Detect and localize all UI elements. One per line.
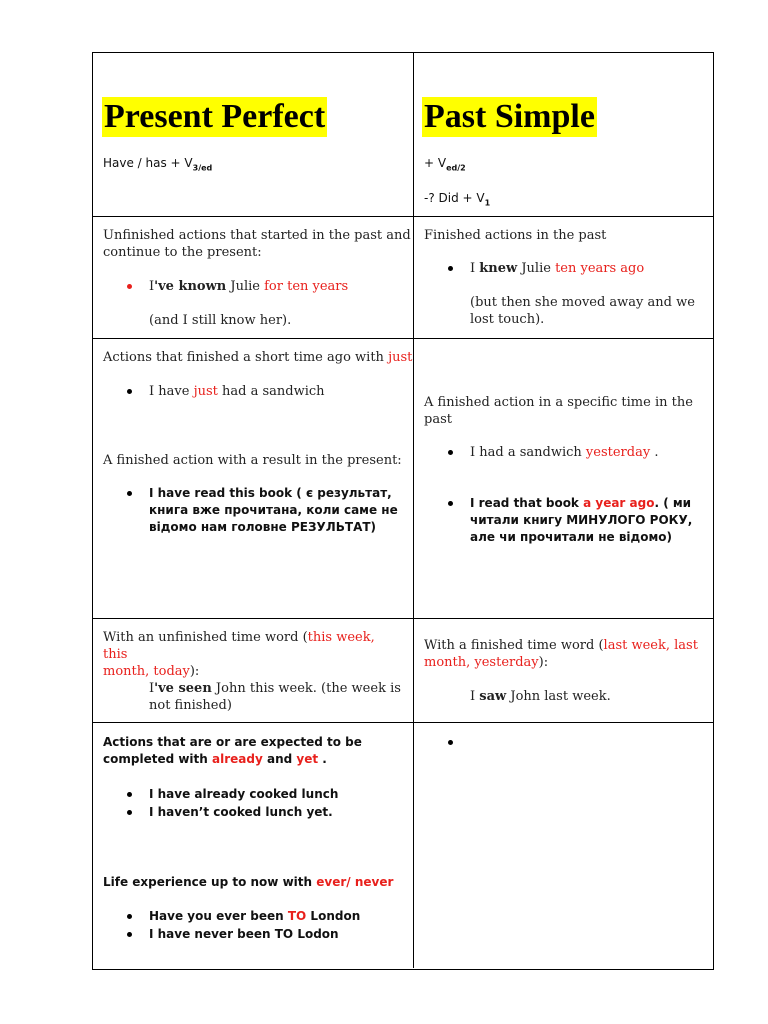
row1-right-note — [470, 294, 695, 328]
text-line: lost touch). — [470, 312, 545, 327]
text-span: I — [149, 681, 155, 696]
text-span: With a finished time word ( — [424, 638, 604, 653]
row3-left-example — [149, 680, 401, 714]
text-span: Actions that finished a short time ago with — [103, 350, 389, 365]
text-span: I have — [149, 384, 194, 399]
bullet-icon — [127, 810, 132, 815]
verb-highlight: saw — [479, 689, 507, 704]
text-span: ): — [189, 664, 200, 679]
keyword: already — [212, 752, 263, 766]
formula-text: -? Did + V — [424, 191, 485, 205]
formula-text: + V — [424, 156, 447, 170]
past-simple-formula-positive — [424, 155, 466, 176]
row1-right-example — [470, 260, 644, 277]
text-span: I — [470, 261, 480, 276]
row4-left-example-1: I have already cooked lunch — [149, 787, 339, 801]
text-line: але чи прочитали не відомо) — [470, 530, 673, 544]
text-span: . — [318, 752, 327, 766]
keyword: yet — [296, 752, 319, 766]
time-expression: for ten years — [264, 279, 349, 294]
verb-highlight: 've seen — [154, 681, 212, 696]
time-expression: ten years ago — [555, 261, 645, 276]
row4-left-cell — [93, 723, 414, 968]
keyword: just — [193, 384, 218, 399]
row3-right-intro — [424, 637, 704, 671]
time-expression: a year ago — [583, 496, 655, 510]
text-span: I — [470, 689, 480, 704]
unfinished-vs-finished-row — [93, 217, 713, 339]
bullet-icon — [127, 914, 132, 919]
row2-left-intro-2: A finished action with a result in the present: — [103, 453, 402, 468]
row1-right-cell — [414, 217, 713, 338]
bullet-icon — [448, 450, 453, 455]
text-span: Life experience up to now with — [103, 875, 317, 889]
text-span: Julie — [226, 279, 265, 294]
row1-left-intro — [103, 227, 411, 261]
row2-left-cell — [93, 339, 414, 618]
row3-left-cell — [93, 619, 414, 722]
time-expression: month, yesterday — [424, 655, 539, 670]
past-simple-formula-question — [424, 190, 490, 211]
formula-text: Have / has + V — [103, 156, 193, 170]
text-line: книга вже прочитана, коли саме не — [149, 503, 398, 517]
verb-highlight: knew — [479, 261, 518, 276]
text-line: (but then she moved away and we — [470, 295, 695, 310]
formula-subscript: 3/ed — [192, 163, 213, 173]
bullet-icon — [127, 792, 132, 797]
row4-left-example-4: I have never been TO Lodon — [149, 927, 339, 941]
bullet-icon — [127, 491, 132, 496]
bullet-icon — [127, 932, 132, 937]
header-row — [93, 53, 713, 217]
text-span: Julie — [517, 261, 556, 276]
grammar-table — [92, 52, 714, 970]
row2-left-example-2 — [149, 485, 398, 536]
bullet-icon — [448, 501, 453, 506]
text-span: I had a sandwich — [470, 445, 586, 460]
row1-left-example — [149, 278, 348, 295]
text-line: читали книгу МИНУЛОГО РОКУ, — [470, 513, 693, 527]
row1-right-intro: Finished actions in the past — [424, 228, 607, 243]
text-span: London — [306, 909, 361, 923]
text-span: Have you ever been — [149, 909, 288, 923]
text-span: John this week. (the week is — [211, 681, 401, 696]
row1-left-note: (and I still know her). — [149, 313, 292, 328]
present-perfect-title: Present Perfect — [104, 98, 326, 135]
row3-left-intro — [103, 629, 403, 680]
bullet-icon — [127, 389, 132, 394]
text-line — [149, 680, 401, 697]
text-span: ): — [538, 655, 549, 670]
past-simple-title: Past Simple — [424, 98, 595, 135]
text-span: . ( ми — [654, 496, 692, 510]
time-expression: last week, last — [603, 638, 698, 653]
row1-left-cell — [93, 217, 414, 338]
row2-left-example-1 — [149, 383, 325, 400]
keyword: TO — [287, 909, 307, 923]
text-line: not finished) — [149, 698, 232, 713]
present-perfect-formula — [103, 155, 212, 176]
formula-subscript: ed/2 — [446, 163, 466, 173]
row2-right-cell — [414, 339, 713, 618]
text-line — [103, 751, 362, 768]
keyword: just — [388, 350, 413, 365]
verb-highlight: 've known — [154, 279, 227, 294]
keyword: ever/ never — [316, 875, 394, 889]
time-word-row — [93, 619, 713, 723]
text-span: and — [262, 752, 297, 766]
text-line: відомо нам головне РЕЗУЛЬТАТ) — [149, 520, 377, 534]
row2-right-example-2 — [470, 495, 692, 546]
text-line: Actions that are or are expected to be — [103, 735, 362, 749]
row4-left-intro-2 — [103, 874, 393, 891]
row2-left-intro — [103, 349, 412, 366]
present-perfect-header-cell — [93, 53, 414, 216]
text-line: past — [424, 412, 452, 427]
text-span: I — [149, 279, 155, 294]
row3-right-example — [470, 688, 611, 705]
past-simple-header-cell — [414, 53, 713, 216]
row3-right-cell — [414, 619, 713, 722]
text-line: Unfinished actions that started in the past and — [103, 228, 411, 243]
text-line: I have read this book ( є результат, — [149, 486, 392, 500]
formula-subscript: 1 — [484, 198, 491, 208]
time-expression: month, today — [103, 664, 190, 679]
text-span: completed with — [103, 752, 213, 766]
already-yet-experience-row — [93, 723, 713, 968]
text-span: With an unfinished time word ( — [103, 630, 308, 645]
text-line: continue to the present: — [103, 245, 262, 260]
row4-left-example-2: I haven’t cooked lunch yet. — [149, 805, 333, 819]
text-line: A finished action in a specific time in the — [424, 395, 693, 410]
text-span: had a sandwich — [217, 384, 325, 399]
recent-result-vs-specific-time-row — [93, 339, 713, 619]
text-span: I read that book — [470, 496, 584, 510]
bullet-icon — [448, 740, 453, 745]
row4-right-cell — [414, 723, 713, 968]
time-expression: this week, this — [103, 630, 375, 662]
text-span: . — [650, 445, 659, 460]
text-span: John last week. — [506, 689, 611, 704]
row2-right-intro — [424, 394, 693, 428]
bullet-icon — [448, 266, 453, 271]
row2-right-example-1 — [470, 444, 658, 461]
bullet-icon — [127, 284, 132, 289]
row4-left-intro — [103, 734, 362, 768]
time-expression: yesterday — [585, 445, 651, 460]
row4-left-example-3 — [149, 908, 360, 925]
text-line — [470, 495, 692, 512]
